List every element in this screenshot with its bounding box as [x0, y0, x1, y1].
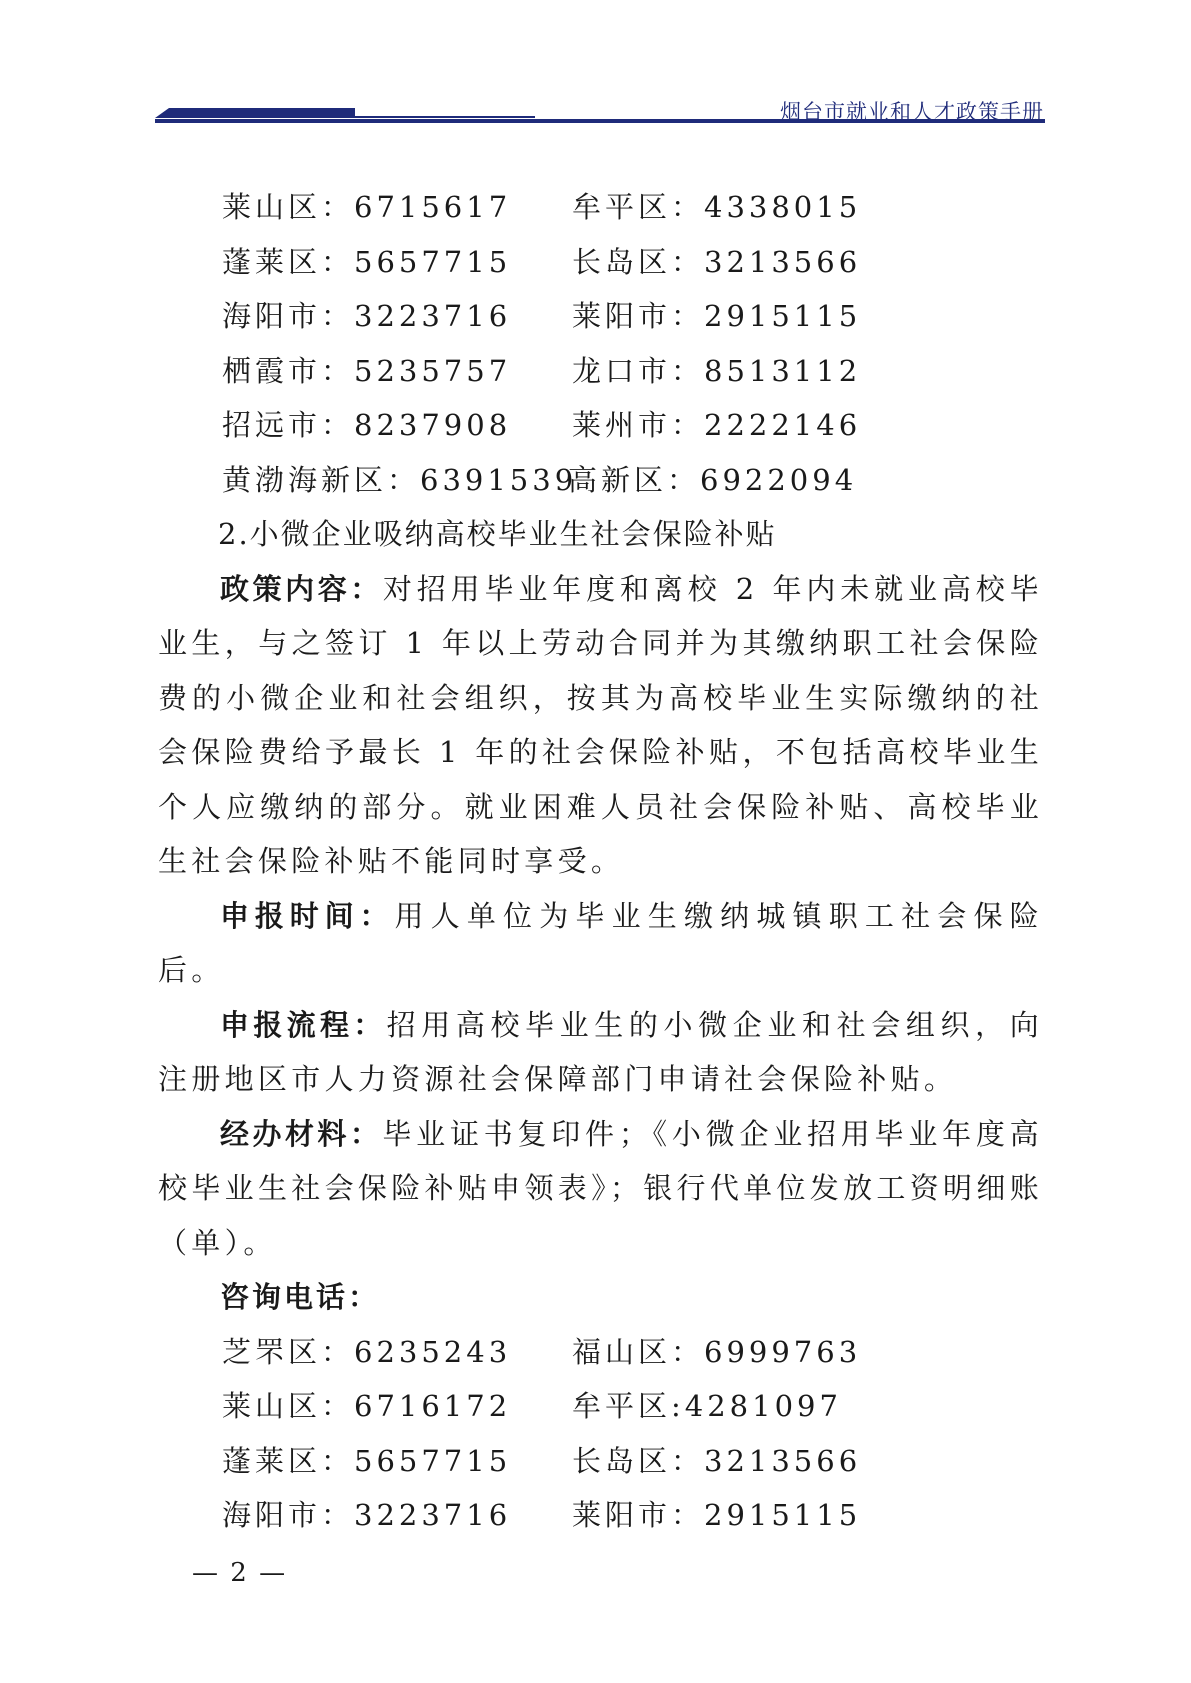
page-content: [158, 180, 1043, 1543]
contacts-top: [158, 180, 1043, 507]
contact-item: 牟平区：4338015: [572, 190, 862, 224]
contact-item: 招远市：8237908: [222, 408, 512, 442]
contact-item: 莱州市：2222146: [572, 408, 862, 442]
section-title: 2.小微企业吸纳高校毕业生社会保险补贴: [218, 517, 777, 551]
contact-row: [158, 344, 1043, 399]
contact-item: 莱山区：6716172: [222, 1389, 512, 1423]
contact-row: [158, 1488, 1043, 1543]
contact-item: 蓬莱区：5657715: [222, 244, 512, 279]
contact-item: 莱阳市：2915115: [572, 1498, 862, 1532]
contact-item: 长岛区：3213566: [572, 1443, 862, 1478]
contact-row: [158, 453, 1043, 508]
contact-item: 福山区：6999763: [572, 1334, 862, 1369]
contact-item: 牟平区:4281097: [572, 1389, 842, 1423]
process-paragraph: [158, 998, 1043, 1107]
materials-text: 毕业证书复印件；《小微企业招用毕业年度高校毕业生社会保险补贴申领表》；银行代单位发放工资明细账（单）。: [158, 1116, 1043, 1260]
process-label: 申报流程：: [220, 1007, 387, 1042]
contact-item: 海阳市：3223716: [222, 299, 512, 333]
materials-label: 经办材料：: [220, 1116, 383, 1151]
contact-row: [158, 1434, 1043, 1489]
contact-item: 芝罘区：6235243: [222, 1334, 512, 1369]
contact-item: 黄渤海新区：6391539: [222, 462, 578, 497]
materials-paragraph: [158, 1107, 1043, 1271]
contacts-bottom: [158, 1325, 1043, 1543]
phone-heading: [158, 1270, 1043, 1325]
time-paragraph: [158, 889, 1043, 998]
contact-row: [158, 289, 1043, 344]
policy-label: 政策内容：: [220, 571, 383, 606]
time-label: 申报时间：: [220, 898, 395, 933]
contact-row: [158, 1379, 1043, 1434]
header-title: 烟台市就业和人才政策手册: [780, 100, 1044, 124]
contact-item: 莱山区：6715617: [222, 190, 512, 224]
contact-item: 龙口市：8513112: [572, 353, 862, 388]
contact-item: 栖霞市：5235757: [222, 353, 512, 388]
page-number: — 2 —: [192, 1558, 288, 1588]
contact-item: 长岛区：3213566: [572, 244, 862, 279]
contact-item: 海阳市：3223716: [222, 1498, 512, 1532]
contact-item: 蓬莱区：5657715: [222, 1443, 512, 1478]
contact-row: [158, 398, 1043, 453]
process-text: 招用高校毕业生的小微企业和社会组织，向注册地区市人力资源社会保障部门申请社会保险补贴。: [158, 1007, 1043, 1096]
policy-text: 对招用毕业年度和离校 2 年内未就业高校毕业生，与之签订 1 年以上劳动合同并为其缴纳职工社会保险费的小微企业和社会组织，按其为高校毕业生实际缴纳的社会保险费给予最长 1 年的社会保险补贴，不包括高校毕业生个人应缴纳的部分。就业困难人员社会保险补贴、高校毕业生社会保险补贴不能同时享受。: [158, 571, 1043, 878]
policy-paragraph: [158, 562, 1043, 889]
phone-label: 咨询电话：: [220, 1280, 381, 1314]
time-text: 用人单位为毕业生缴纳城镇职工社会保险后。: [158, 898, 1043, 987]
contact-item: 高新区：6922094: [568, 462, 858, 497]
contact-row: [158, 235, 1043, 290]
contact-item: 莱阳市：2915115: [572, 299, 862, 333]
contact-row: [158, 1325, 1043, 1380]
contact-row: [158, 180, 1043, 235]
